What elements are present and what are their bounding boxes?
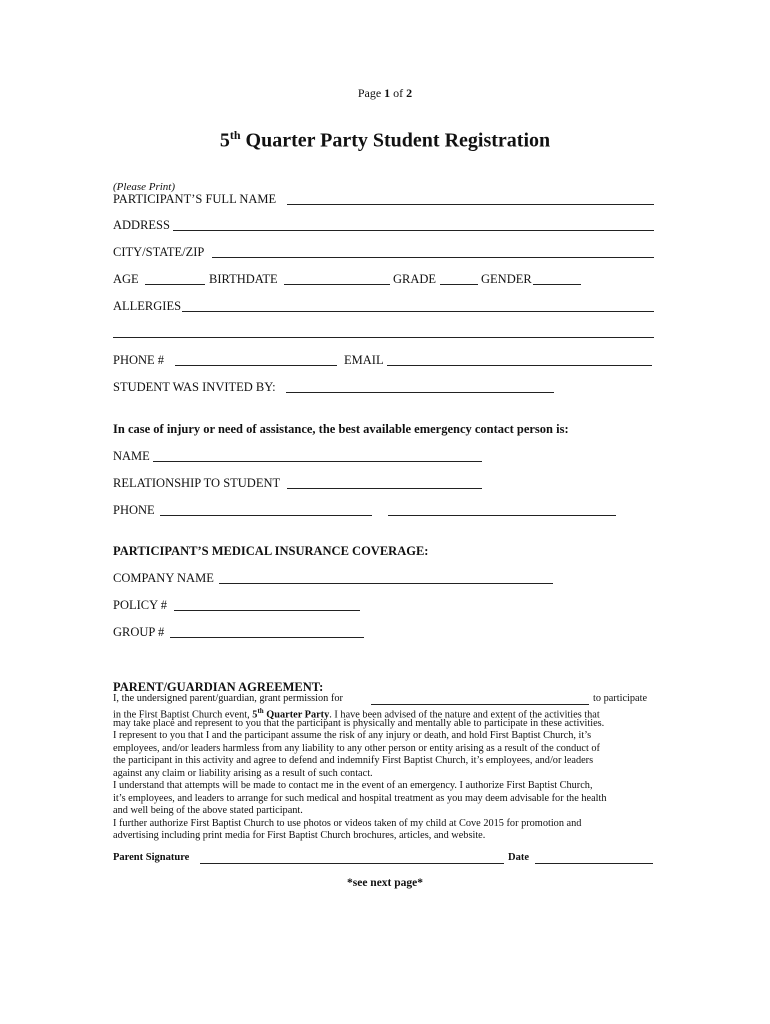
company-name-field[interactable] <box>219 583 553 584</box>
agreement-line-12: advertising including print media for First Baptist Church brochures, articles, and website. <box>113 830 486 841</box>
full-name-label: PARTICIPANT’S FULL NAME <box>113 192 277 206</box>
date-label: Date <box>508 852 529 863</box>
address-field[interactable] <box>173 230 654 231</box>
emergency-phone-field-2[interactable] <box>388 515 616 516</box>
policy-field[interactable] <box>174 610 360 611</box>
agreement-heading: PARENT/GUARDIAN AGREEMENT: <box>113 680 324 694</box>
agreement-line-1a: I, the undersigned parent/guardian, grant permission for <box>113 693 343 704</box>
page-of: of <box>393 86 404 100</box>
allergies-field[interactable] <box>182 311 654 312</box>
relationship-label: RELATIONSHIP TO STUDENT <box>113 476 281 490</box>
city-state-zip-label: CITY/STATE/ZIP <box>113 245 205 259</box>
full-name-field[interactable] <box>287 204 654 205</box>
agreement-line-5: employees, and/or leaders harmless from any liability to any other person or entity arising as a result of the conduct of <box>113 743 600 754</box>
parent-signature-label: Parent Signature <box>113 852 190 863</box>
email-label: EMAIL <box>344 353 384 367</box>
agreement-line-6: the participant in this activity and agree to defend and indemnify First Baptist Church, it’s employees, and/or leaders <box>113 755 594 766</box>
page-prefix: Page <box>357 86 382 100</box>
page-current: 1 <box>384 86 391 100</box>
invited-by-label: STUDENT WAS INVITED BY: <box>113 380 276 394</box>
birthdate-label: BIRTHDATE <box>209 272 278 286</box>
agreement-line-3: may take place and represent to you that the participant is physically and mentally able to participate in these activities. <box>113 718 605 729</box>
agreement-line-2b: . I have been advised of the nature and extent of the activities that <box>329 709 600 721</box>
phone-field[interactable] <box>175 365 337 366</box>
page-number <box>0 86 770 101</box>
page-total: 2 <box>406 86 413 100</box>
agreement-line-2a: in the First Baptist Church event, <box>113 709 250 721</box>
invited-by-field[interactable] <box>286 392 554 393</box>
city-state-zip-field[interactable] <box>212 257 654 258</box>
phone-label: PHONE # <box>113 353 165 367</box>
grade-field[interactable] <box>440 284 478 285</box>
agreement-ordinal: 5 <box>252 709 258 721</box>
form-title <box>0 128 770 153</box>
gender-label: GENDER <box>481 272 532 286</box>
group-label: GROUP # <box>113 625 165 639</box>
title-ordinal-sup: th <box>229 128 241 142</box>
address-label: ADDRESS <box>113 218 170 232</box>
agreement-event-name: Quarter Party <box>266 709 330 721</box>
gender-field[interactable] <box>533 284 581 285</box>
agreement-line-10: and well being of the above stated participant. <box>113 805 303 816</box>
agreement-line-1b: to participate <box>593 693 648 704</box>
company-name-label: COMPANY NAME <box>113 571 214 585</box>
agreement-line-7: against any claim or liability arising as a result of such contact. <box>113 768 373 779</box>
grade-label: GRADE <box>393 272 437 286</box>
please-print-note: (Please Print) <box>113 181 176 193</box>
emergency-name-field[interactable] <box>153 461 482 462</box>
email-field[interactable] <box>387 365 652 366</box>
emergency-name-label: NAME <box>113 449 150 463</box>
title-ordinal: 5 <box>219 129 230 152</box>
allergies-label: ALLERGIES <box>113 299 182 313</box>
see-next-page: *see next page* <box>346 877 423 889</box>
emergency-heading: In case of injury or need of assistance, the best available emergency contact person is: <box>113 422 569 436</box>
age-field[interactable] <box>145 284 205 285</box>
insurance-heading: PARTICIPANT’S MEDICAL INSURANCE COVERAGE: <box>113 544 429 558</box>
agreement-ordinal-sup: th <box>257 707 264 715</box>
group-field[interactable] <box>170 637 364 638</box>
emergency-phone-label: PHONE <box>113 503 155 517</box>
relationship-field[interactable] <box>287 488 482 489</box>
allergies-field-line-2[interactable] <box>113 337 654 338</box>
age-label: AGE <box>113 272 139 286</box>
emergency-phone-field[interactable] <box>160 515 372 516</box>
title-text: Quarter Party Student Registration <box>245 129 551 152</box>
parent-signature-field[interactable] <box>200 863 504 864</box>
agreement-line-8: I understand that attempts will be made to contact me in the event of an emergency. I authorize First Baptist Church, <box>113 780 593 791</box>
policy-label: POLICY # <box>113 598 168 612</box>
date-field[interactable] <box>535 863 653 864</box>
agreement-line-9: it’s employees, and leaders to arrange for such medical and hospital treatment as you may deem advisable for the health <box>113 793 607 804</box>
agreement-line-11: I further authorize First Baptist Church to use photos or videos taken of my child at Cove 2015 for promotion and <box>113 818 582 829</box>
agreement-line-4: I represent to you that I and the participant assume the risk of any injury or death, and hold First Baptist Church, it’s <box>113 730 592 741</box>
birthdate-field[interactable] <box>284 284 390 285</box>
